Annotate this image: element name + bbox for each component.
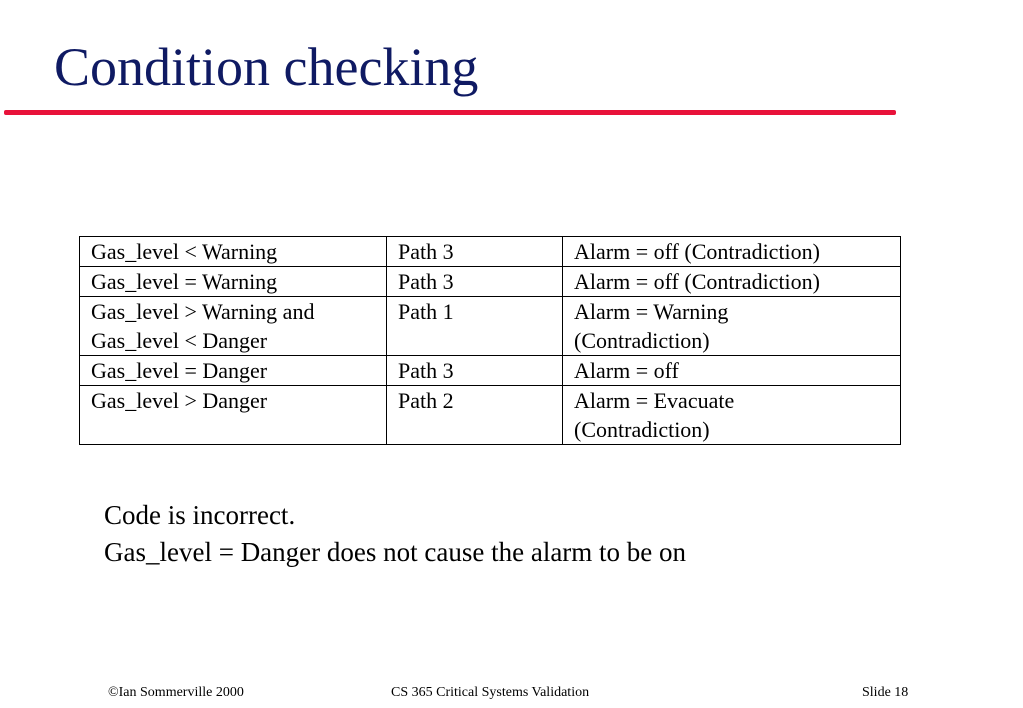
condition-text: Gas_level > Danger: [91, 388, 268, 413]
slide-body: [104, 497, 686, 571]
path-cell: [387, 386, 563, 445]
result-cell: [563, 237, 901, 267]
condition-text: Gas_level < Warning: [91, 239, 278, 264]
result-text: Alarm = off: [574, 358, 679, 383]
footer-copyright: ©Ian Sommerville 2000: [108, 685, 244, 700]
table-row: [80, 267, 901, 297]
condition-text: Gas_level = Warning: [91, 269, 278, 294]
title-divider: [4, 110, 896, 115]
result-text: Alarm = Evacuate: [574, 388, 735, 413]
result-cell: [563, 297, 901, 356]
result-text: Alarm = off (Contradiction): [574, 269, 820, 294]
result-text: (Contradiction): [574, 328, 710, 353]
footer-slide-number: Slide 18: [862, 685, 909, 700]
path-text: Path 3: [398, 239, 454, 264]
path-cell: [387, 297, 563, 356]
table-row: [80, 297, 901, 356]
result-text: Alarm = off (Contradiction): [574, 239, 820, 264]
body-line: Code is incorrect.: [104, 500, 296, 530]
slide-title: Condition checking: [54, 37, 479, 97]
condition-cell: [80, 267, 387, 297]
result-cell: [563, 386, 901, 445]
result-cell: [563, 267, 901, 297]
path-cell: [387, 237, 563, 267]
path-text: Path 3: [398, 269, 454, 294]
result-cell: [563, 356, 901, 386]
condition-cell: [80, 297, 387, 356]
footer-course: CS 365 Critical Systems Validation: [391, 685, 590, 700]
table-row: [80, 237, 901, 267]
condition-cell: [80, 237, 387, 267]
condition-cell: [80, 386, 387, 445]
result-text: (Contradiction): [574, 417, 710, 442]
condition-cell: [80, 356, 387, 386]
path-text: Path 2: [398, 388, 454, 413]
path-cell: [387, 267, 563, 297]
body-line: Gas_level = Danger does not cause the alarm to be on: [104, 537, 687, 567]
result-text: Alarm = Warning: [574, 299, 729, 324]
table-row: [80, 356, 901, 386]
path-text: Path 1: [398, 299, 454, 324]
path-text: Path 3: [398, 358, 454, 383]
condition-text: Gas_level = Danger: [91, 358, 268, 383]
path-cell: [387, 356, 563, 386]
condition-table: [79, 236, 901, 445]
condition-text: Gas_level < Danger: [91, 328, 268, 353]
condition-text: Gas_level > Warning and: [91, 299, 315, 324]
table-row: [80, 386, 901, 445]
